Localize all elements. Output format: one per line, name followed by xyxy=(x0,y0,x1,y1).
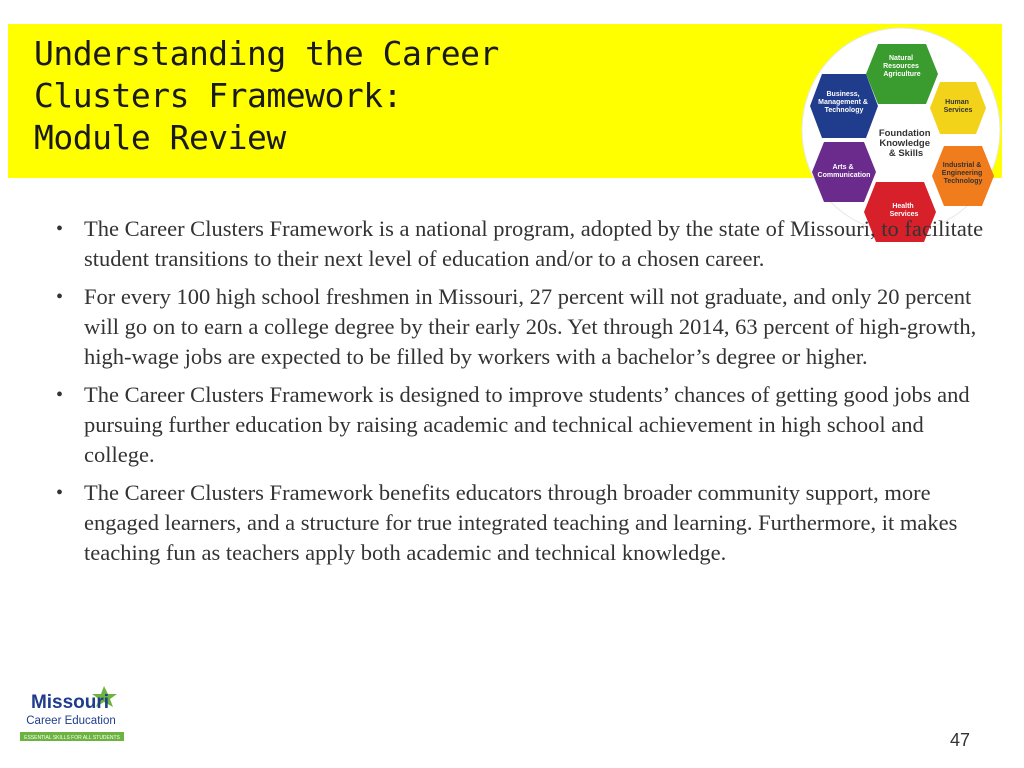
page-number: 47 xyxy=(949,730,970,750)
hex-business-management xyxy=(810,74,878,138)
title-line: Understanding the Career xyxy=(34,34,499,73)
logo-word: Missouri xyxy=(30,692,110,713)
missouri-career-education-logo xyxy=(18,684,128,744)
cluster-hex-human-services xyxy=(930,82,986,134)
cluster-label: Health xyxy=(892,203,914,210)
title-line: Clusters Framework: xyxy=(34,76,402,115)
cluster-label: Agriculture xyxy=(883,71,921,78)
cluster-label: Arts & xyxy=(832,164,854,171)
bullet-item: • The Career Clusters Framework benefits educators through broader community support, more engaged learners, and a structure for true integrated teaching and learning. Furthermore, it makes teaching fun as teachers apply both academic and technical knowledge. xyxy=(56,478,986,568)
cluster-label: Engineering xyxy=(941,170,983,177)
cluster-label: Business, xyxy=(826,91,860,98)
cluster-label: Resources xyxy=(883,63,919,70)
foundation-line: Foundation xyxy=(878,128,931,139)
cluster-label: Communication xyxy=(817,172,871,179)
cluster-label: Services xyxy=(889,211,919,218)
bullet-item: • For every 100 high school freshmen in Missouri, 27 percent will not graduate, and only 20 percent will go on to earn a college degree by their early 20s. Yet through 2014, 63 percent of high-growth, high-wage jobs are expected to be filled by workers with a bachelor’s degree or higher. xyxy=(56,282,986,372)
slide-title xyxy=(34,33,734,159)
svg-text:Human Services xyxy=(944,99,973,114)
bullet-list xyxy=(56,214,986,576)
cluster-label: Technology xyxy=(943,178,983,185)
cluster-label: Technology xyxy=(824,107,864,114)
title-line: Module Review xyxy=(34,118,286,157)
bullet-item: • The Career Clusters Framework is a national program, adopted by the state of Missouri, to facilitate student transitions to their next level of education and/or to a chosen career. xyxy=(56,214,986,274)
logo-subtitle: Career Education xyxy=(26,715,116,727)
cluster-label: Management & xyxy=(818,99,868,106)
cluster-hex-industrial-engineering xyxy=(932,146,994,206)
cluster-label: Industrial & xyxy=(942,162,982,169)
cluster-hex-arts-communication xyxy=(812,142,876,202)
svg-text:Industrial & Engineering xyxy=(942,162,984,185)
logo-tagline: ESSENTIAL SKILLS FOR ALL STUDENTS xyxy=(24,735,120,741)
career-clusters-graphic xyxy=(800,26,1002,246)
cluster-label: Natural xyxy=(888,55,914,62)
bullet-item: • The Career Clusters Framework is designed to improve students’ chances of getting good jobs and pursuing further education by raising academic and technical achievement in high school and college. xyxy=(56,380,986,470)
cluster-hex-business-management xyxy=(810,74,878,138)
foundation-line: Knowledge xyxy=(879,138,931,149)
cluster-hex-natural-resources xyxy=(866,44,938,104)
cluster-label: Human xyxy=(945,99,969,106)
cluster-label: Services xyxy=(943,107,973,114)
foundation-line: & Skills xyxy=(888,148,924,159)
